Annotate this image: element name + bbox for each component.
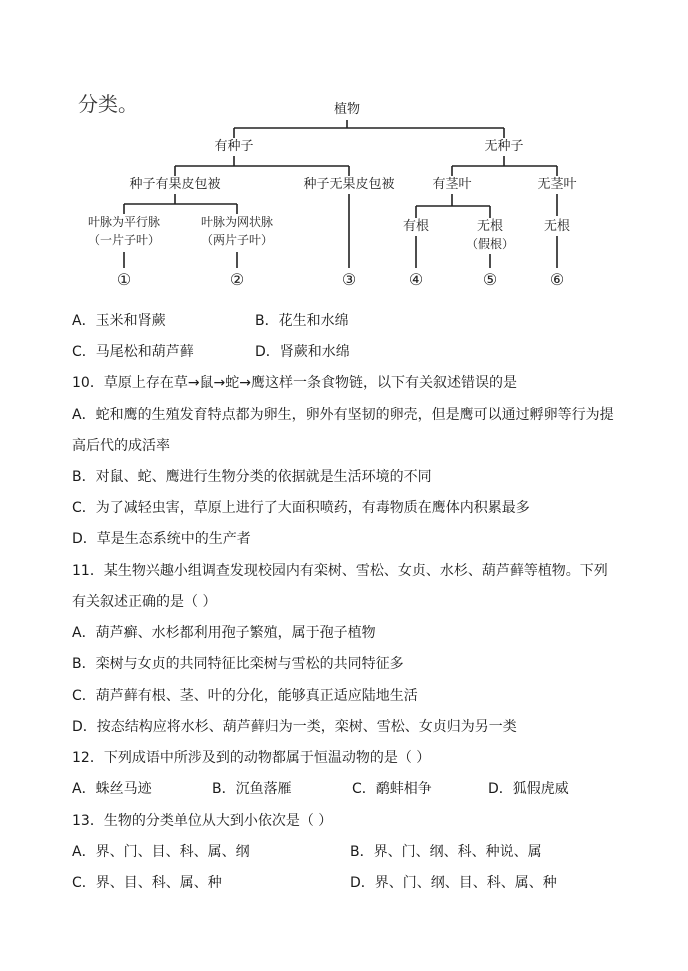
- classification-diagram: [72, 88, 612, 298]
- node-seed-uncovered: 种子无果皮包被: [303, 177, 395, 192]
- q12-stem: 12．下列成语中所涉及到的动物都属于恒温动物的是（ ）: [72, 750, 431, 766]
- q12-option-a: A．蛛丝马迹: [72, 781, 152, 797]
- node-no-root-2: 无根: [543, 219, 571, 234]
- node-parallel-vein-sub: （一片子叶）: [87, 233, 161, 247]
- q9-option-c: C．马尾松和葫芦藓: [72, 344, 194, 360]
- q10-option-b: B．对鼠、蛇、鹰进行生物分类的依据就是生活环境的不同: [72, 469, 432, 485]
- node-no-stem-leaf: 无茎叶: [537, 177, 577, 192]
- node-number-2: ②: [229, 270, 245, 289]
- q11-option-b: B．栾树与女贞的共同特征比栾树与雪松的共同特征多: [72, 656, 404, 672]
- node-net-vein: 叶脉为网状脉: [200, 215, 274, 229]
- q10-option-a: A．蛇和鹰的生殖发育特点都为卵生，卵外有坚韧的卵壳，但是鹰可以通过孵卵等行为提: [72, 407, 614, 423]
- node-root: 植物: [333, 102, 361, 117]
- node-number-4: ④: [408, 270, 424, 289]
- q13-option-b: B．界、门、纲、科、种说、属: [350, 844, 542, 860]
- node-no-seed: 无种子: [484, 139, 524, 154]
- node-parallel-vein: 叶脉为平行脉: [87, 215, 161, 229]
- q11-option-a: A．葫芦癣、水杉都利用孢子繁殖，属于孢子植物: [72, 625, 376, 641]
- q13-stem: 13．生物的分类单位从大到小依次是（ ）: [72, 813, 333, 829]
- q11-stem-cont: 有关叙述正确的是（ ）: [72, 594, 217, 610]
- q10-option-a-cont: 高后代的成活率: [72, 438, 170, 454]
- q13-option-c: C．界、目、科、属、种: [72, 875, 222, 891]
- node-no-root-sub: （假根）: [465, 237, 515, 251]
- q12-option-d: D．狐假虎威: [488, 781, 569, 797]
- q11-stem: 11．某生物兴趣小组调查发现校园内有栾树、雪松、女贞、水杉、葫芦藓等植物。下列: [72, 563, 608, 579]
- node-number-3: ③: [341, 270, 357, 289]
- q12-option-c: C．鹬蚌相争: [352, 781, 432, 797]
- node-no-root: 无根: [476, 219, 504, 234]
- q11-option-d: D．按态结构应将水杉、葫芦藓归为一类，栾树、雪松、女贞归为另一类: [72, 719, 517, 735]
- node-number-5: ⑤: [482, 270, 498, 289]
- node-has-root: 有根: [402, 219, 430, 234]
- q11-option-c: C．葫芦藓有根、茎、叶的分化，能够真正适应陆地生活: [72, 688, 418, 704]
- q12-option-b: B．沉鱼落雁: [212, 781, 292, 797]
- q9-option-b: B．花生和水绵: [255, 313, 349, 329]
- q10-option-d: D．草是生态系统中的生产者: [72, 531, 251, 547]
- node-net-vein-sub: （两片子叶）: [200, 233, 274, 247]
- node-seed-covered: 种子有果皮包被: [129, 177, 221, 192]
- q9-option-d: D．肾蕨和水绵: [255, 344, 350, 360]
- q13-option-a: A．界、门、目、科、属、纲: [72, 844, 250, 860]
- q10-option-c: C．为了减轻虫害，草原上进行了大面积喷药，有毒物质在鹰体内积累最多: [72, 500, 530, 516]
- q9-option-a: A．玉米和肾蕨: [72, 313, 166, 329]
- node-has-stem-leaf: 有茎叶: [432, 177, 472, 192]
- node-seed: 有种子: [214, 139, 254, 154]
- node-number-1: ①: [116, 270, 132, 289]
- diagram-lines: [72, 88, 612, 298]
- diagram-title: 分类。: [78, 92, 138, 116]
- q10-stem: 10．草原上存在草→鼠→蛇→鹰这样一条食物链，以下有关叙述错误的是: [72, 375, 518, 391]
- q13-option-d: D．界、门、纲、目、科、属、种: [350, 875, 557, 891]
- node-number-6: ⑥: [549, 270, 565, 289]
